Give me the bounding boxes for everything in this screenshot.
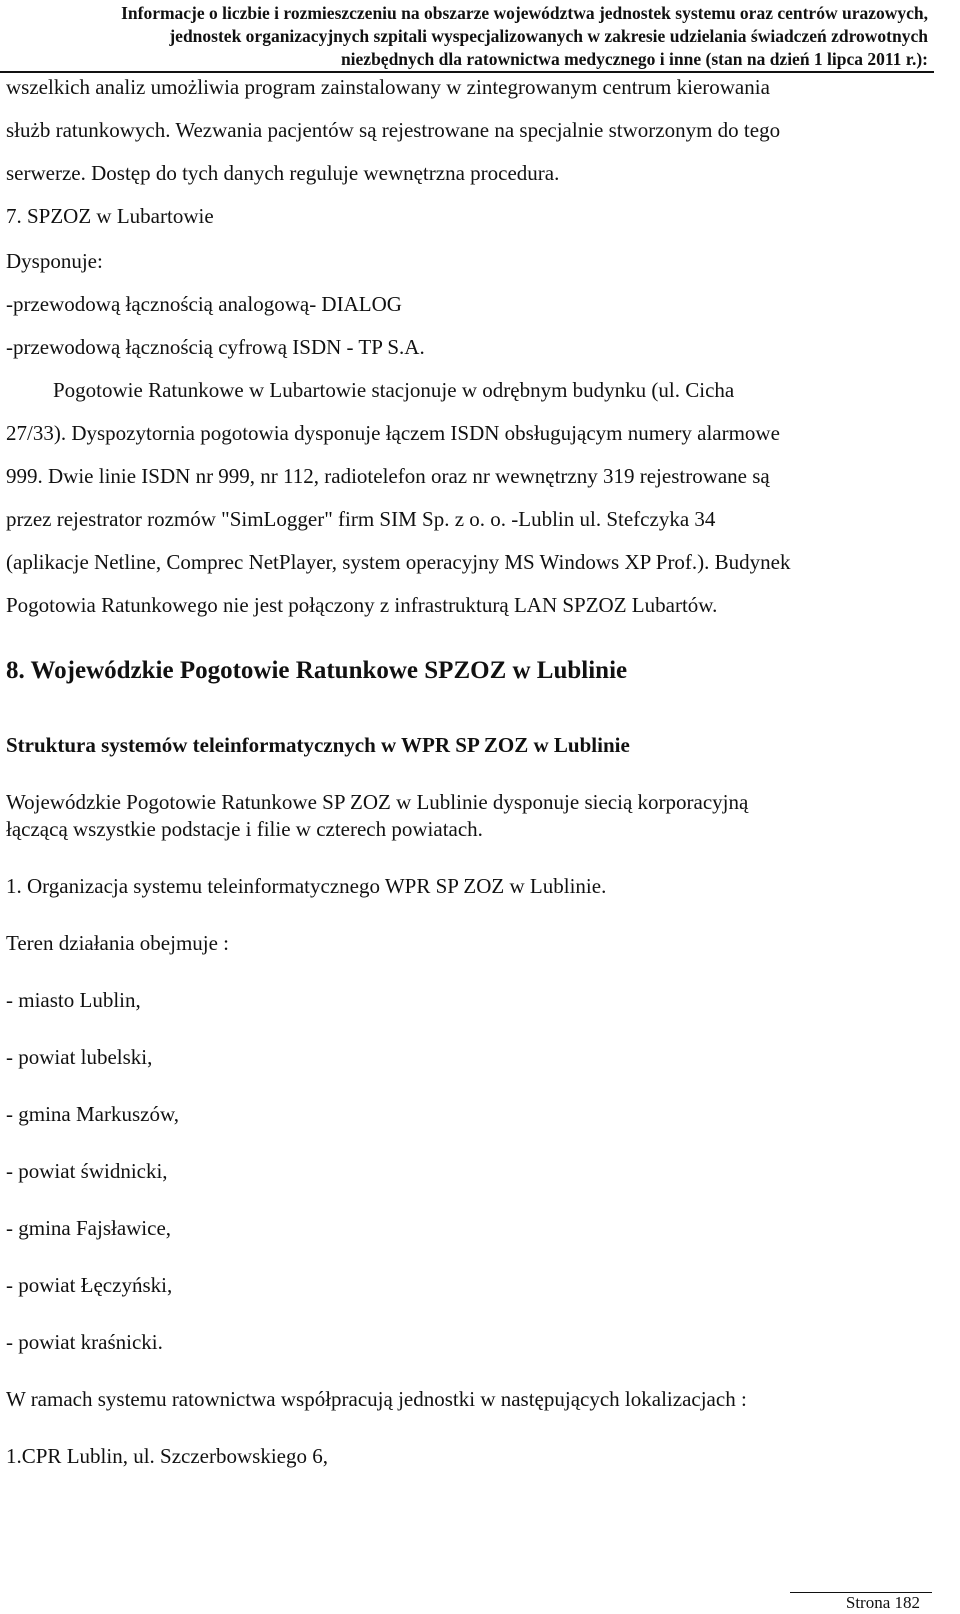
- list-item: -przewodową łącznością cyfrową ISDN - TP S.A.: [6, 335, 425, 359]
- page-number: Strona 182: [845, 1593, 920, 1612]
- teren-label: Teren działania obejmuje :: [6, 931, 230, 955]
- paragraph-line: 27/33). Dyspozytornia pogotowia dysponuje łączem ISDN obsługującym numery alarmowe: [6, 421, 780, 445]
- org-heading: 1. Organizacja systemu teleinformatycznego WPR SP ZOZ w Lublinie.: [6, 874, 607, 898]
- paragraph-line: 999. Dwie linie ISDN nr 999, nr 112, radiotelefon oraz nr wewnętrzny 319 rejestrowane są: [6, 464, 770, 488]
- subheading: Struktura systemów teleinformatycznych w WPR SP ZOZ w Lublinie: [6, 733, 630, 757]
- paragraph-line: (aplikacje Netline, Comprec NetPlayer, system operacyjny MS Windows XP Prof.). Budynek: [6, 550, 791, 574]
- paragraph-line: Wojewódzkie Pogotowie Ratunkowe SP ZOZ w Lublinie dysponuje siecią korporacyjną: [6, 790, 749, 814]
- section-heading: 8. Wojewódzkie Pogotowie Ratunkowe SPZOZ w Lublinie: [6, 657, 628, 684]
- list-item: -przewodową łącznością analogową- DIALOG: [6, 292, 402, 316]
- paragraph-line: serwerze. Dostęp do tych danych reguluje wewnętrzna procedura.: [6, 161, 560, 185]
- paragraph-line: służb ratunkowych. Wezwania pacjentów są rejestrowane na specjalnie stworzonym do tego: [6, 118, 781, 142]
- paragraph-line: Pogotowia Ratunkowego nie jest połączony z infrastrukturą LAN SPZOZ Lubartów.: [6, 593, 718, 617]
- list-item: - powiat Łęczyński,: [6, 1273, 173, 1297]
- header-line: Informacje o liczbie i rozmieszczeniu na obszarze województwa jednostek systemu oraz centrów urazowych,: [121, 3, 928, 23]
- header-divider: [0, 71, 934, 73]
- list-item: - miasto Lublin,: [6, 988, 141, 1012]
- document-header: [121, 2, 928, 71]
- header-line: jednostek organizacyjnych szpitali wyspecjalizowanych w zakresie udzielania świadczeń zdrowotnych: [169, 26, 928, 46]
- list-item: - gmina Markuszów,: [6, 1102, 180, 1126]
- paragraph-line: Pogotowie Ratunkowe w Lubartowie stacjonuje w odrębnym budynku (ul. Cicha: [53, 378, 735, 402]
- paragraph-line: W ramach systemu ratownictwa współpracują jednostki w następujących lokalizacjach :: [6, 1387, 747, 1411]
- paragraph-line: łączącą wszystkie podstacje i filie w czterech powiatach.: [6, 817, 483, 841]
- section-heading: 7. SPZOZ w Lubartowie: [6, 204, 214, 228]
- list-item: - powiat lubelski,: [6, 1045, 153, 1069]
- list-item: 1.CPR Lublin, ul. Szczerbowskiego 6,: [6, 1444, 328, 1468]
- header-line: niezbędnych dla ratownictwa medycznego i inne (stan na dzień 1 lipca 2011 r.):: [340, 49, 928, 69]
- paragraph-line: wszelkich analiz umożliwia program zainstalowany w zintegrowanym centrum kierowania: [6, 75, 770, 99]
- paragraph-line: przez rejestrator rozmów "SimLogger" firm SIM Sp. z o. o. -Lublin ul. Stefczyka 34: [6, 507, 716, 531]
- list-item: - powiat kraśnicki.: [6, 1330, 163, 1354]
- list-item: - gmina Fajsławice,: [6, 1216, 172, 1240]
- dysponuje-label: Dysponuje:: [6, 249, 103, 273]
- list-item: - powiat świdnicki,: [6, 1159, 168, 1183]
